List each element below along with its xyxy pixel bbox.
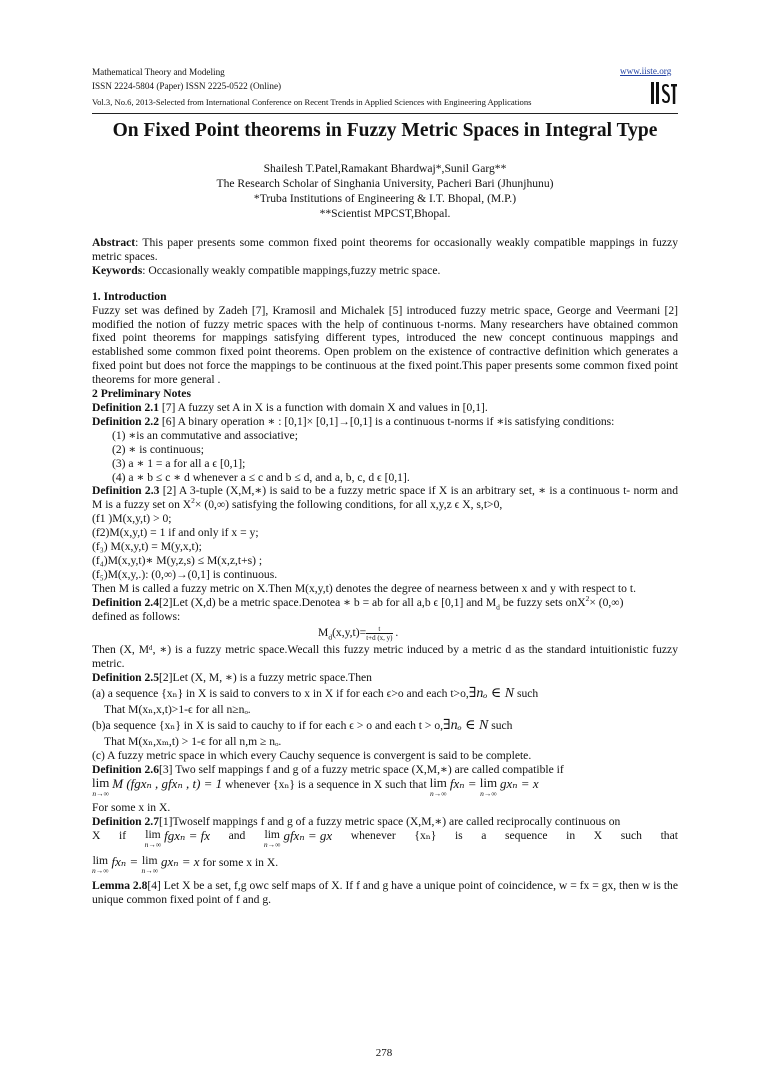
reciprocal-formula: X if lim n→∞ fgxₙ = fx and lim n→∞ gfxₙ = gx whenever {xₙ} is a sequence in X such that [92, 827, 678, 849]
intro-text: Fuzzy set was defined by Zadeh [7], Kramosil and Michalek [5] introduced fuzzy metric space, George and Veermani [2] modified the notion of fuzzy metric spaces with the help of continuous t-norms. Many researchers have obtained common fixed point theorems for mappings satisfying different types, introduced the new concept continuous mappings and established some common fixed point theorems. Open problem on the existence of contractive definition which generates a fixed point but does not force the mappings to be continuous at the fixed point.This paper presents some common fixed point theorems for more general . [92, 303, 678, 387]
fuzzy-condition-f4: (f₄)M(x,y,t)∗ M(y,z,s) ≤ M(x,z,t+s) ; [92, 553, 263, 567]
abstract-label: Abstract [92, 236, 136, 249]
iiste-logo-icon [650, 80, 678, 106]
paper-title: On Fixed Point theorems in Fuzzy Metric Spaces in Integral Type [112, 120, 658, 141]
prelim-heading: 2 Preliminary Notes [92, 387, 191, 401]
fuzzy-condition-f5: (f₅)M(x,y,.): (0,∞)→(0,1] is continuous. [92, 567, 278, 581]
definition-2-3-closing: Then M is called a fuzzy metric on X.Then M(x,y,t) denotes the degree of nearness between x and y with respect to t. [92, 581, 636, 595]
limit-operator: lim n→∞ [92, 853, 109, 875]
definition-2-3: Definition 2.3 [2] A 3-tuple (X,M,∗) is said to be a fuzzy metric space if X is an arbitrary set, ∗ is a continuous t- norm and M is a fuzzy set on $X^2\times (0,\infty)$ satisfying the following conditions, for all x,y,z ϵ X, s,t>0, [92, 484, 678, 512]
issn-line: ISSN 2224-5804 (Paper) ISSN 2225-0522 (Online) [92, 81, 282, 91]
limit-operator: lim n→∞ [429, 774, 447, 798]
tnorm-condition-1: (1) ∗is an commutative and associative; [112, 428, 298, 442]
keywords-label: Keywords [92, 263, 143, 277]
definition-2-4-closing: Then (X, Mᵈ, ∗) is a fuzzy metric space.Wecall this fuzzy metric induced by a metric d as the standard intuitionistic fuzzy metric. [92, 643, 678, 671]
convergent-sequence-def: (a) a sequence {xₙ} in X is said to convers to x in X if for each ϵ>o and each t>o,∃nₒ ∈ N such [92, 686, 539, 702]
tnorm-condition-4: (4) a ∗ b ≤ c ∗ d whenever a ≤ c and b ≤ d, and a, b, c, d ϵ [0,1]. [112, 470, 410, 484]
author-names: Shailesh T.Patel,Ramakant Bhardwaj*,Sunil Garg** [263, 162, 507, 175]
definition-2-7: Definition 2.7[1]Twoself mappings f and g of a fuzzy metric space (X,M,∗) are called reciprocally continuous on [92, 814, 621, 828]
journal-name: Mathematical Theory and Modeling [92, 67, 225, 77]
fuzzy-condition-f2: (f2)M(x,y,t) = 1 if and only if x = y; [92, 526, 259, 540]
md-fraction: $\frac{t}{t+d (x, y)}$ [366, 625, 393, 643]
limit-operator: lim n→∞ [144, 827, 162, 849]
limit-operator: lim n→∞ [263, 827, 281, 849]
cauchy-sequence-def: (b)a sequence {xₙ} in X is said to cauchy to if for each ϵ > o and each t > o,∃nₒ ∈ N such [92, 718, 513, 734]
header-divider [92, 113, 678, 114]
abstract-text: : This paper presents some common fixed point theorems for occasionally weakly compatible mappings in fuzzy metric spaces. [92, 236, 678, 263]
cauchy-condition: That M(xₙ,xₘ,t) > 1-ϵ for all n,m ≥ nₒ. [104, 735, 282, 749]
reciprocal-formula-2: lim n→∞ fxₙ = lim n→∞ gxₙ = x for some x in X. [92, 853, 279, 875]
volume-line: Vol.3, No.6, 2013-Selected from International Conference on Recent Trends in Applied Sciences with Engineering Applications [92, 97, 532, 107]
definition-2-6: Definition 2.6[3] Two self mappings f and g of a fuzzy metric space (X,M,∗) are called compatible if [92, 762, 564, 776]
definition-2-5: Definition 2.5[2]Let (X, M, ∗) is a fuzzy metric space.Then [92, 671, 372, 685]
author-affiliation-2: *Truba Institutions of Engineering & I.T. Bhopal, (M.P.) [253, 192, 517, 205]
fuzzy-condition-f1: (f1 )M(x,y,t) > 0; [92, 512, 172, 526]
intro-heading: 1. Introduction [92, 289, 167, 303]
definition-2-4: Definition 2.4[2]Let (X,d) be a metric space.Denotea ∗ b = ab for all a,b ϵ [0,1] and $M_d$ be fuzzy sets onX$^2$× (0,∞) defined as follows: [92, 593, 624, 623]
compatible-tail: For some x in X. [92, 800, 171, 814]
definition-2-1: Definition 2.1 [7] A fuzzy set A in X is a function with domain X and values in [0,1]. [92, 400, 488, 414]
journal-url-link[interactable]: www.iiste.org [620, 66, 672, 76]
limit-operator: lim n→∞ [92, 774, 110, 798]
convergent-condition: That M(xₙ,x,t)>1-ϵ for all n≥nₒ. [104, 703, 251, 717]
page-number: 278 [375, 1047, 393, 1059]
compatible-formula: lim n→∞ M (fgxₙ , gfxₙ , t) = 1 whenever {xₙ} is a sequence in X such that lim n→∞ fxₙ = lim n→∞ gxₙ = x [92, 774, 539, 798]
author-affiliation-3: **Scientist MPCST,Bhopal. [319, 207, 451, 220]
tnorm-condition-2: (2) ∗ is continuous; [112, 442, 204, 456]
complete-space-def: (c) A fuzzy metric space in which every Cauchy sequence is convergent is said to be complete. [92, 749, 532, 762]
lemma-2-8: Lemma 2.8[4] Let X be a set, f,g owc self maps of X. If f and g have a unique point of coincidence, w = fx = gx, then w is the unique common fixed point of f and g. [92, 878, 678, 906]
limit-operator: lim n→∞ [141, 853, 159, 875]
keywords-text: : Occasionally weakly compatible mappings,fuzzy metric space. [142, 263, 441, 277]
fuzzy-condition-f3: (f₃) M(x,y,t) = M(y,x,t); [92, 540, 202, 554]
paper-body [92, 236, 678, 906]
author-affiliation-1: The Research Scholar of Singhania University, Pacheri Bari (Jhunjhunu) [216, 177, 554, 190]
md-formula: $M_d(x,y,t)=$ $\frac{t}{t+d (x, y)}$ . [318, 625, 399, 643]
keywords [92, 264, 678, 278]
limit-operator: lim n→∞ [479, 774, 498, 798]
tnorm-condition-3: (3) a ∗ 1 = a for all a ϵ [0,1]; [112, 456, 246, 470]
abstract [92, 236, 678, 264]
definition-2-2: Definition 2.2 [6] A binary operation ∗ : [0,1]× [0,1]→[0,1] is a continuous t-norms if ∗is satisfying conditions: [92, 414, 615, 428]
